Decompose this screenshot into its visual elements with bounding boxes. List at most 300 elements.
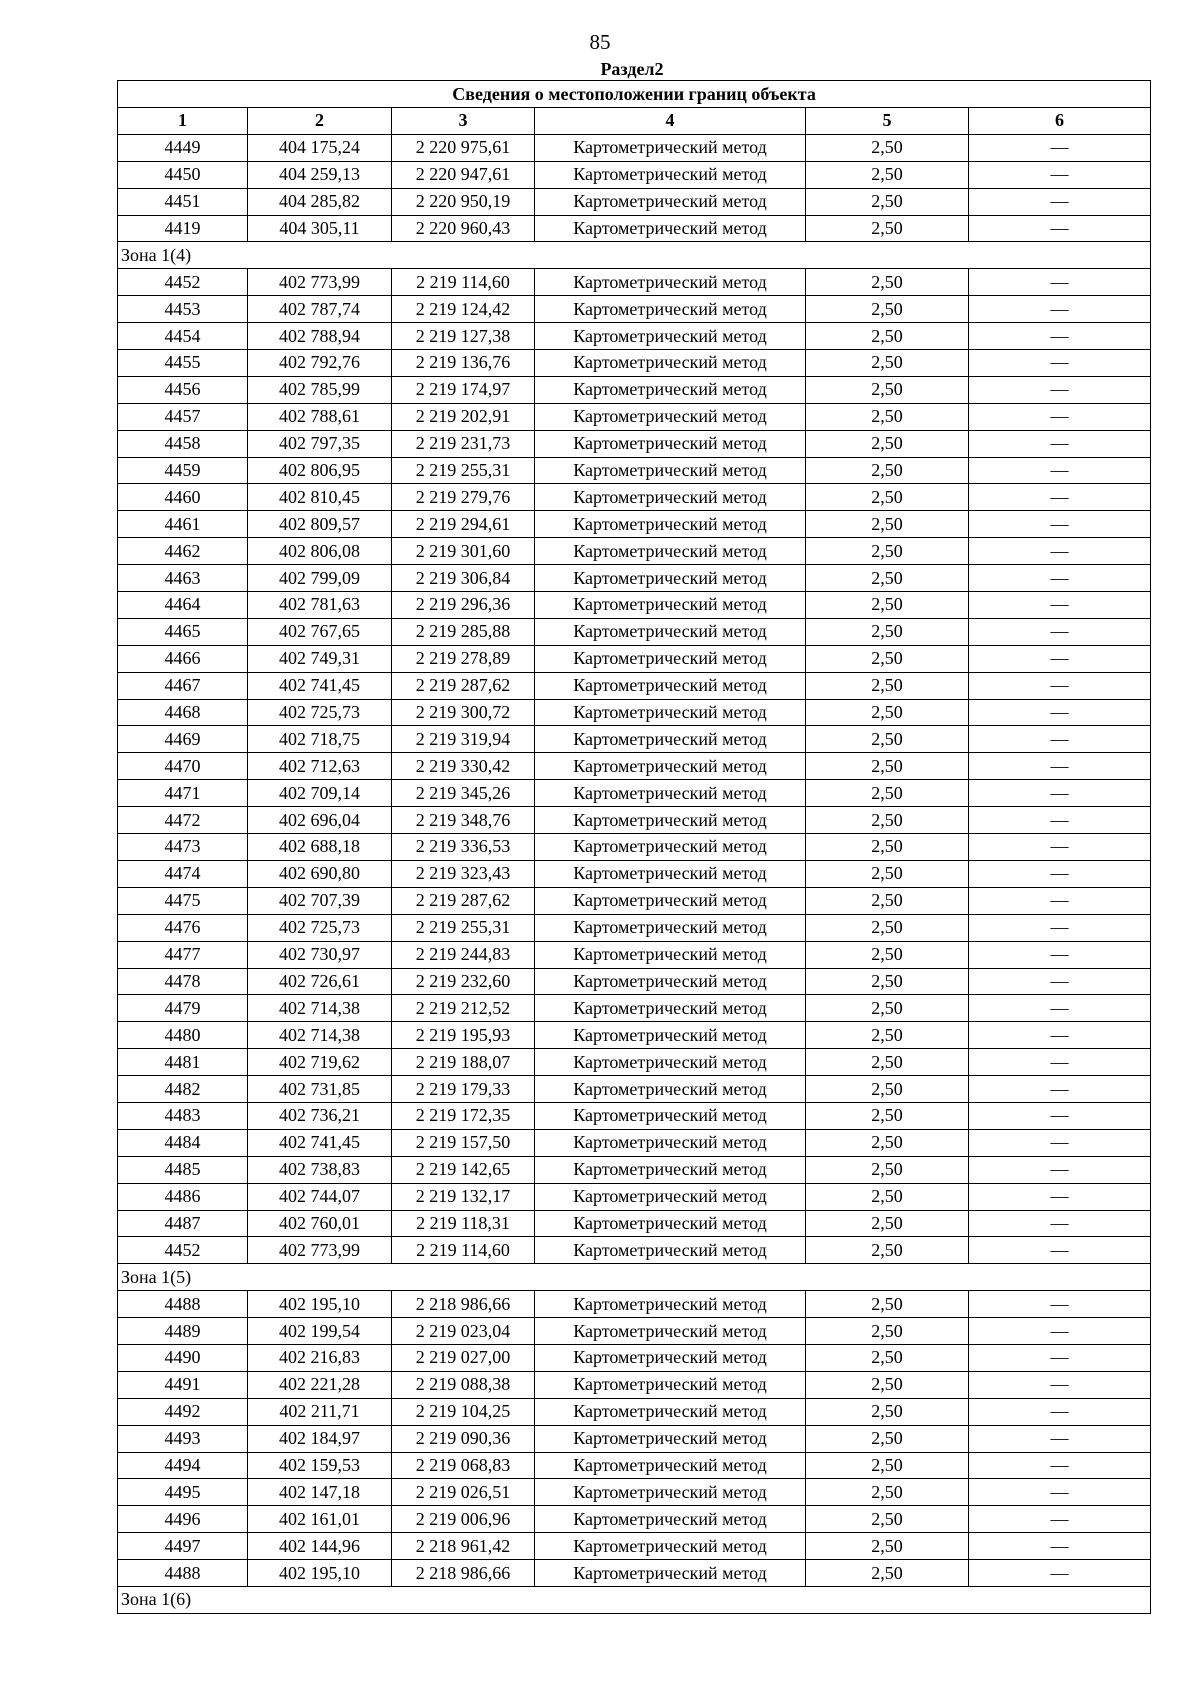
point-number-cell: 4467 — [118, 672, 248, 699]
table-row — [118, 215, 1151, 242]
table-row — [118, 995, 1151, 1022]
point-number-cell: 4484 — [118, 1129, 248, 1156]
note-cell: — — [969, 188, 1151, 215]
table-row — [118, 1560, 1151, 1587]
x-coordinate-cell: 402 799,09 — [248, 565, 392, 592]
method-cell: Картометрический метод — [535, 1129, 806, 1156]
accuracy-cell: 2,50 — [806, 1506, 969, 1533]
note-cell: — — [969, 376, 1151, 403]
x-coordinate-cell: 402 809,57 — [248, 511, 392, 538]
point-number-cell: 4475 — [118, 887, 248, 914]
y-coordinate-cell: 2 219 026,51 — [392, 1479, 535, 1506]
y-coordinate-cell: 2 220 950,19 — [392, 188, 535, 215]
x-coordinate-cell: 402 714,38 — [248, 995, 392, 1022]
method-cell: Картометрический метод — [535, 780, 806, 807]
method-cell: Картометрический метод — [535, 699, 806, 726]
point-number-cell: 4477 — [118, 941, 248, 968]
method-cell: Картометрический метод — [535, 807, 806, 834]
x-coordinate-cell: 402 688,18 — [248, 834, 392, 861]
table-row — [118, 1344, 1151, 1371]
accuracy-cell: 2,50 — [806, 565, 969, 592]
point-number-cell: 4461 — [118, 511, 248, 538]
note-cell: — — [969, 1022, 1151, 1049]
point-number-cell: 4469 — [118, 726, 248, 753]
accuracy-cell: 2,50 — [806, 188, 969, 215]
y-coordinate-cell: 2 219 323,43 — [392, 860, 535, 887]
note-cell: — — [969, 323, 1151, 350]
point-number-cell: 4491 — [118, 1371, 248, 1398]
note-cell: — — [969, 1344, 1151, 1371]
method-cell: Картометрический метод — [535, 323, 806, 350]
y-coordinate-cell: 2 219 301,60 — [392, 538, 535, 565]
note-cell: — — [969, 1398, 1151, 1425]
method-cell: Картометрический метод — [535, 1102, 806, 1129]
y-coordinate-cell: 2 219 142,65 — [392, 1156, 535, 1183]
accuracy-cell: 2,50 — [806, 430, 969, 457]
accuracy-cell: 2,50 — [806, 941, 969, 968]
x-coordinate-cell: 402 731,85 — [248, 1076, 392, 1103]
table-row — [118, 699, 1151, 726]
note-cell: — — [969, 269, 1151, 296]
point-number-cell: 4494 — [118, 1452, 248, 1479]
point-number-cell: 4460 — [118, 484, 248, 511]
table-row — [118, 403, 1151, 430]
accuracy-cell: 2,50 — [806, 1452, 969, 1479]
point-number-cell: 4478 — [118, 968, 248, 995]
accuracy-cell: 2,50 — [806, 350, 969, 377]
note-cell: — — [969, 887, 1151, 914]
accuracy-cell: 2,50 — [806, 672, 969, 699]
y-coordinate-cell: 2 219 232,60 — [392, 968, 535, 995]
x-coordinate-cell: 402 199,54 — [248, 1318, 392, 1345]
table-row — [118, 484, 1151, 511]
table-row — [118, 1533, 1151, 1560]
table-row — [118, 914, 1151, 941]
x-coordinate-cell: 404 305,11 — [248, 215, 392, 242]
accuracy-cell: 2,50 — [806, 1344, 969, 1371]
note-cell: — — [969, 1049, 1151, 1076]
table-row — [118, 511, 1151, 538]
point-number-cell: 4450 — [118, 161, 248, 188]
note-cell: — — [969, 672, 1151, 699]
accuracy-cell: 2,50 — [806, 161, 969, 188]
x-coordinate-cell: 402 749,31 — [248, 645, 392, 672]
method-cell: Картометрический метод — [535, 376, 806, 403]
x-coordinate-cell: 402 159,53 — [248, 1452, 392, 1479]
method-cell: Картометрический метод — [535, 134, 806, 161]
method-cell: Картометрический метод — [535, 403, 806, 430]
accuracy-cell: 2,50 — [806, 1210, 969, 1237]
y-coordinate-cell: 2 220 960,43 — [392, 215, 535, 242]
note-cell: — — [969, 1129, 1151, 1156]
point-number-cell: 4458 — [118, 430, 248, 457]
table-row — [118, 323, 1151, 350]
boundary-table — [117, 80, 1151, 1614]
note-cell: — — [969, 1560, 1151, 1587]
y-coordinate-cell: 2 219 330,42 — [392, 753, 535, 780]
y-coordinate-cell: 2 218 961,42 — [392, 1533, 535, 1560]
x-coordinate-cell: 402 147,18 — [248, 1479, 392, 1506]
method-cell: Картометрический метод — [535, 1479, 806, 1506]
x-coordinate-cell: 402 781,63 — [248, 592, 392, 619]
method-cell: Картометрический метод — [535, 834, 806, 861]
table-row — [118, 134, 1151, 161]
note-cell: — — [969, 538, 1151, 565]
table-row — [118, 269, 1151, 296]
x-coordinate-cell: 402 696,04 — [248, 807, 392, 834]
x-coordinate-cell: 402 797,35 — [248, 430, 392, 457]
x-coordinate-cell: 402 707,39 — [248, 887, 392, 914]
accuracy-cell: 2,50 — [806, 780, 969, 807]
y-coordinate-cell: 2 219 114,60 — [392, 269, 535, 296]
method-cell: Картометрический метод — [535, 618, 806, 645]
x-coordinate-cell: 402 714,38 — [248, 1022, 392, 1049]
page-number: 85 — [589, 30, 611, 54]
note-cell: — — [969, 914, 1151, 941]
point-number-cell: 4454 — [118, 323, 248, 350]
method-cell: Картометрический метод — [535, 860, 806, 887]
method-cell: Картометрический метод — [535, 672, 806, 699]
note-cell: — — [969, 995, 1151, 1022]
column-header: 2 — [248, 108, 392, 135]
note-cell: — — [969, 699, 1151, 726]
x-coordinate-cell: 402 806,95 — [248, 457, 392, 484]
table-row — [118, 1237, 1151, 1264]
note-cell: — — [969, 860, 1151, 887]
zone-label: Зона 1(5) — [118, 1264, 1151, 1291]
method-cell: Картометрический метод — [535, 1533, 806, 1560]
accuracy-cell: 2,50 — [806, 1533, 969, 1560]
note-cell: — — [969, 457, 1151, 484]
note-cell: — — [969, 430, 1151, 457]
point-number-cell: 4452 — [118, 1237, 248, 1264]
method-cell: Картометрический метод — [535, 1452, 806, 1479]
table-caption: Сведения о местоположении границ объекта — [118, 81, 1151, 108]
table-row — [118, 1156, 1151, 1183]
y-coordinate-cell: 2 219 027,00 — [392, 1344, 535, 1371]
y-coordinate-cell: 2 219 348,76 — [392, 807, 535, 834]
point-number-cell: 4472 — [118, 807, 248, 834]
table-caption-row — [118, 81, 1151, 108]
table-row — [118, 968, 1151, 995]
point-number-cell: 4452 — [118, 269, 248, 296]
method-cell: Картометрический метод — [535, 1049, 806, 1076]
accuracy-cell: 2,50 — [806, 1479, 969, 1506]
y-coordinate-cell: 2 218 986,66 — [392, 1291, 535, 1318]
table-row — [118, 1318, 1151, 1345]
table-row — [118, 753, 1151, 780]
x-coordinate-cell: 404 175,24 — [248, 134, 392, 161]
note-cell: — — [969, 1076, 1151, 1103]
y-coordinate-cell: 2 219 244,83 — [392, 941, 535, 968]
method-cell: Картометрический метод — [535, 1156, 806, 1183]
method-cell: Картометрический метод — [535, 1560, 806, 1587]
x-coordinate-cell: 402 184,97 — [248, 1425, 392, 1452]
method-cell: Картометрический метод — [535, 887, 806, 914]
accuracy-cell: 2,50 — [806, 134, 969, 161]
x-coordinate-cell: 402 195,10 — [248, 1291, 392, 1318]
y-coordinate-cell: 2 219 195,93 — [392, 1022, 535, 1049]
x-coordinate-cell: 402 773,99 — [248, 269, 392, 296]
table-row — [118, 1371, 1151, 1398]
point-number-cell: 4490 — [118, 1344, 248, 1371]
x-coordinate-cell: 402 810,45 — [248, 484, 392, 511]
zone-label: Зона 1(6) — [118, 1586, 1151, 1613]
accuracy-cell: 2,50 — [806, 1318, 969, 1345]
note-cell: — — [969, 1156, 1151, 1183]
point-number-cell: 4471 — [118, 780, 248, 807]
y-coordinate-cell: 2 220 975,61 — [392, 134, 535, 161]
y-coordinate-cell: 2 219 090,36 — [392, 1425, 535, 1452]
accuracy-cell: 2,50 — [806, 1156, 969, 1183]
accuracy-cell: 2,50 — [806, 618, 969, 645]
point-number-cell: 4466 — [118, 645, 248, 672]
note-cell: — — [969, 484, 1151, 511]
note-cell: — — [969, 753, 1151, 780]
x-coordinate-cell: 402 744,07 — [248, 1183, 392, 1210]
point-number-cell: 4486 — [118, 1183, 248, 1210]
y-coordinate-cell: 2 219 296,36 — [392, 592, 535, 619]
point-number-cell: 4488 — [118, 1291, 248, 1318]
note-cell: — — [969, 134, 1151, 161]
note-cell: — — [969, 1479, 1151, 1506]
table-row — [118, 618, 1151, 645]
note-cell: — — [969, 1506, 1151, 1533]
point-number-cell: 4489 — [118, 1318, 248, 1345]
note-cell: — — [969, 807, 1151, 834]
x-coordinate-cell: 402 221,28 — [248, 1371, 392, 1398]
accuracy-cell: 2,50 — [806, 511, 969, 538]
column-header: 1 — [118, 108, 248, 135]
table-row — [118, 860, 1151, 887]
accuracy-cell: 2,50 — [806, 1398, 969, 1425]
method-cell: Картометрический метод — [535, 1344, 806, 1371]
x-coordinate-cell: 402 788,94 — [248, 323, 392, 350]
method-cell: Картометрический метод — [535, 1291, 806, 1318]
point-number-cell: 4468 — [118, 699, 248, 726]
table-row — [118, 1129, 1151, 1156]
table-row — [118, 887, 1151, 914]
point-number-cell: 4449 — [118, 134, 248, 161]
method-cell: Картометрический метод — [535, 941, 806, 968]
table-row — [118, 1452, 1151, 1479]
table-row — [118, 1102, 1151, 1129]
note-cell: — — [969, 780, 1151, 807]
note-cell: — — [969, 1371, 1151, 1398]
note-cell: — — [969, 968, 1151, 995]
x-coordinate-cell: 402 767,65 — [248, 618, 392, 645]
y-coordinate-cell: 2 219 294,61 — [392, 511, 535, 538]
table-row — [118, 430, 1151, 457]
point-number-cell: 4481 — [118, 1049, 248, 1076]
accuracy-cell: 2,50 — [806, 215, 969, 242]
note-cell: — — [969, 565, 1151, 592]
x-coordinate-cell: 402 736,21 — [248, 1102, 392, 1129]
table-header-row — [118, 108, 1151, 135]
x-coordinate-cell: 404 285,82 — [248, 188, 392, 215]
accuracy-cell: 2,50 — [806, 914, 969, 941]
table-row — [118, 161, 1151, 188]
y-coordinate-cell: 2 219 336,53 — [392, 834, 535, 861]
accuracy-cell: 2,50 — [806, 1102, 969, 1129]
table-row — [118, 457, 1151, 484]
accuracy-cell: 2,50 — [806, 376, 969, 403]
y-coordinate-cell: 2 219 255,31 — [392, 457, 535, 484]
accuracy-cell: 2,50 — [806, 1425, 969, 1452]
accuracy-cell: 2,50 — [806, 1560, 969, 1587]
y-coordinate-cell: 2 219 279,76 — [392, 484, 535, 511]
point-number-cell: 4482 — [118, 1076, 248, 1103]
column-header: 4 — [535, 108, 806, 135]
zone-label: Зона 1(4) — [118, 242, 1151, 269]
x-coordinate-cell: 402 144,96 — [248, 1533, 392, 1560]
accuracy-cell: 2,50 — [806, 726, 969, 753]
accuracy-cell: 2,50 — [806, 323, 969, 350]
accuracy-cell: 2,50 — [806, 807, 969, 834]
point-number-cell: 4488 — [118, 1560, 248, 1587]
note-cell: — — [969, 215, 1151, 242]
y-coordinate-cell: 2 219 157,50 — [392, 1129, 535, 1156]
y-coordinate-cell: 2 219 132,17 — [392, 1183, 535, 1210]
x-coordinate-cell: 402 725,73 — [248, 914, 392, 941]
x-coordinate-cell: 402 773,99 — [248, 1237, 392, 1264]
point-number-cell: 4465 — [118, 618, 248, 645]
method-cell: Картометрический метод — [535, 1398, 806, 1425]
note-cell: — — [969, 1183, 1151, 1210]
note-cell: — — [969, 1210, 1151, 1237]
x-coordinate-cell: 402 741,45 — [248, 672, 392, 699]
note-cell: — — [969, 1533, 1151, 1560]
x-coordinate-cell: 402 738,83 — [248, 1156, 392, 1183]
method-cell: Картометрический метод — [535, 215, 806, 242]
y-coordinate-cell: 2 219 174,97 — [392, 376, 535, 403]
point-number-cell: 4496 — [118, 1506, 248, 1533]
accuracy-cell: 2,50 — [806, 1291, 969, 1318]
x-coordinate-cell: 402 718,75 — [248, 726, 392, 753]
point-number-cell: 4459 — [118, 457, 248, 484]
point-number-cell: 4483 — [118, 1102, 248, 1129]
x-coordinate-cell: 402 719,62 — [248, 1049, 392, 1076]
y-coordinate-cell: 2 219 255,31 — [392, 914, 535, 941]
point-number-cell: 4451 — [118, 188, 248, 215]
y-coordinate-cell: 2 219 136,76 — [392, 350, 535, 377]
method-cell: Картометрический метод — [535, 457, 806, 484]
point-number-cell: 4485 — [118, 1156, 248, 1183]
table-row — [118, 1425, 1151, 1452]
x-coordinate-cell: 402 195,10 — [248, 1560, 392, 1587]
accuracy-cell: 2,50 — [806, 699, 969, 726]
table-row — [118, 592, 1151, 619]
y-coordinate-cell: 2 219 179,33 — [392, 1076, 535, 1103]
y-coordinate-cell: 2 219 212,52 — [392, 995, 535, 1022]
y-coordinate-cell: 2 219 088,38 — [392, 1371, 535, 1398]
table-row — [118, 565, 1151, 592]
point-number-cell: 4455 — [118, 350, 248, 377]
accuracy-cell: 2,50 — [806, 403, 969, 430]
table-row — [118, 350, 1151, 377]
note-cell: — — [969, 592, 1151, 619]
x-coordinate-cell: 402 730,97 — [248, 941, 392, 968]
table-body — [118, 134, 1151, 1613]
note-cell: — — [969, 834, 1151, 861]
zone-row — [118, 242, 1151, 269]
method-cell: Картометрический метод — [535, 995, 806, 1022]
point-number-cell: 4464 — [118, 592, 248, 619]
accuracy-cell: 2,50 — [806, 645, 969, 672]
x-coordinate-cell: 402 788,61 — [248, 403, 392, 430]
x-coordinate-cell: 402 725,73 — [248, 699, 392, 726]
y-coordinate-cell: 2 219 345,26 — [392, 780, 535, 807]
x-coordinate-cell: 402 690,80 — [248, 860, 392, 887]
x-coordinate-cell: 402 161,01 — [248, 1506, 392, 1533]
table-row — [118, 941, 1151, 968]
accuracy-cell: 2,50 — [806, 269, 969, 296]
accuracy-cell: 2,50 — [806, 484, 969, 511]
note-cell: — — [969, 645, 1151, 672]
point-number-cell: 4457 — [118, 403, 248, 430]
y-coordinate-cell: 2 219 023,04 — [392, 1318, 535, 1345]
zone-row — [118, 1264, 1151, 1291]
table-row — [118, 538, 1151, 565]
point-number-cell: 4456 — [118, 376, 248, 403]
note-cell: — — [969, 1237, 1151, 1264]
note-cell: — — [969, 726, 1151, 753]
point-number-cell: 4480 — [118, 1022, 248, 1049]
accuracy-cell: 2,50 — [806, 592, 969, 619]
table-row — [118, 1479, 1151, 1506]
column-header: 6 — [969, 108, 1151, 135]
method-cell: Картометрический метод — [535, 914, 806, 941]
accuracy-cell: 2,50 — [806, 1371, 969, 1398]
x-coordinate-cell: 402 787,74 — [248, 296, 392, 323]
table-row — [118, 296, 1151, 323]
point-number-cell: 4476 — [118, 914, 248, 941]
y-coordinate-cell: 2 219 285,88 — [392, 618, 535, 645]
note-cell: — — [969, 161, 1151, 188]
y-coordinate-cell: 2 219 202,91 — [392, 403, 535, 430]
table-row — [118, 645, 1151, 672]
method-cell: Картометрический метод — [535, 1183, 806, 1210]
table-row — [118, 1076, 1151, 1103]
method-cell: Картометрический метод — [535, 645, 806, 672]
point-number-cell: 4470 — [118, 753, 248, 780]
method-cell: Картометрический метод — [535, 753, 806, 780]
x-coordinate-cell: 402 726,61 — [248, 968, 392, 995]
note-cell: — — [969, 618, 1151, 645]
y-coordinate-cell: 2 218 986,66 — [392, 1560, 535, 1587]
point-number-cell: 4473 — [118, 834, 248, 861]
x-coordinate-cell: 402 792,76 — [248, 350, 392, 377]
method-cell: Картометрический метод — [535, 1318, 806, 1345]
method-cell: Картометрический метод — [535, 565, 806, 592]
column-header: 5 — [806, 108, 969, 135]
accuracy-cell: 2,50 — [806, 1049, 969, 1076]
accuracy-cell: 2,50 — [806, 995, 969, 1022]
point-number-cell: 4492 — [118, 1398, 248, 1425]
table-row — [118, 1049, 1151, 1076]
y-coordinate-cell: 2 219 104,25 — [392, 1398, 535, 1425]
method-cell: Картометрический метод — [535, 484, 806, 511]
note-cell: — — [969, 1291, 1151, 1318]
accuracy-cell: 2,50 — [806, 860, 969, 887]
y-coordinate-cell: 2 219 300,72 — [392, 699, 535, 726]
accuracy-cell: 2,50 — [806, 296, 969, 323]
table-row — [118, 1506, 1151, 1533]
method-cell: Картометрический метод — [535, 726, 806, 753]
point-number-cell: 4487 — [118, 1210, 248, 1237]
note-cell: — — [969, 1452, 1151, 1479]
y-coordinate-cell: 2 219 278,89 — [392, 645, 535, 672]
